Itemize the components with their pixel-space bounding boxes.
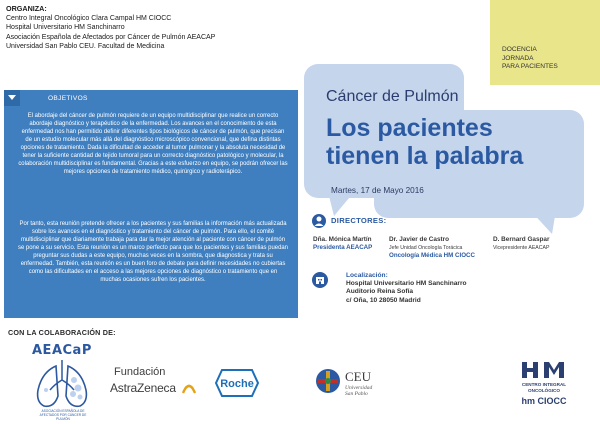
tag-line: DOCENCIA (502, 46, 537, 53)
location-line: Auditorio Reina Sofía (346, 288, 414, 296)
objectives-title: OBJETIVOS (48, 95, 88, 102)
organizer-line: Centro Integral Oncológico Clara Campal HM CIOCC (6, 14, 172, 22)
aeacap-subtitle: ASOCIACIÓN ESPAÑOLA DE AFECTADOS POR CÁNCER DE PULMÓN (39, 409, 87, 421)
roche-hexagon-icon (210, 368, 264, 398)
director-entry (493, 236, 549, 252)
director-unit: Jefe Unidad Oncología Torácica (389, 245, 463, 251)
tag-line: PARA PACIENTES (502, 63, 558, 71)
director-role: Presidenta AEACAP (313, 244, 373, 251)
event-type-tag (490, 0, 600, 85)
ceu-subtitle: San Pablo (345, 391, 368, 398)
organizer-line: Hospital Universitario HM Sanchinarro (6, 24, 125, 32)
objectives-paragraph: El abordaje del cáncer de pulmón requiere de un equipo multidisciplinar que realice un correcto abordaje diagnóstico y terapéutico de la enfermedad. Los avances en el conocimiento de esta enfermedad nos han permitido definir diferentes tipos biológicos de cáncer de pulmón, que precisan de un estudio molecular más allá del diagnóstico microscópico convencional, que defina distintas opciones de tratamiento. Dada la dificultad de acceder al tumor pulmonar y la absoluta necesidad de tener la suficiente cantidad de tejido tumoral para un correcto diagnóstico patológico y molecular, la colaboración multidisciplinar es fundamental. Gracias a este esfuerzo en equipo, se podrán ofrecer las mejores opciones de tratamiento médico, quirúrgico y radioterápico. (18, 113, 288, 176)
director-role: Vicepresidente AEACAP (493, 245, 550, 251)
event-title-line: Los pacientes (326, 114, 493, 142)
organizers-block (6, 4, 296, 52)
director-entry (313, 236, 372, 252)
chevron-down-icon (4, 90, 20, 106)
director-role: Oncología Médica HM CIOCC (389, 252, 475, 259)
director-name: D. Bernard Gaspar (493, 236, 550, 243)
roche-text: Roche (220, 378, 254, 390)
speech-bubble-tail (530, 210, 560, 236)
collaboration-label: CON LA COLABORACIÓN DE: (8, 328, 116, 337)
ceu-emblem-icon (315, 368, 341, 394)
director-entry (389, 236, 475, 260)
organizers-heading: ORGANIZA: (6, 4, 47, 13)
aeacap-logo (22, 340, 102, 420)
building-icon (312, 272, 328, 288)
hm-name: hm CIOCC (521, 396, 567, 406)
location-block (346, 272, 467, 305)
location-line: Hospital Universitario HM Sanchinarro (346, 280, 467, 288)
ceu-logo (315, 366, 405, 408)
event-title (326, 114, 523, 170)
astrazeneca-text: AstraZeneca (110, 381, 176, 395)
organizer-line: Asociación Española de Afectados por Cáncer de Pulmón AEACAP (6, 33, 216, 41)
ceu-name: CEU (345, 369, 371, 384)
person-icon (312, 214, 326, 228)
location-label: Localización: (346, 272, 388, 279)
aeacap-name: AEACaP (32, 343, 92, 358)
event-date: Martes, 17 de Mayo 2016 (331, 186, 424, 195)
event-subtitle: Cáncer de Pulmón (326, 88, 459, 105)
hm-ciocc-logo (496, 360, 592, 416)
hm-subtitle: CENTRO INTEGRAL ONCOLÓGICO (521, 382, 567, 393)
event-title-line: tienen la palabra (326, 142, 524, 170)
director-name: Dña. Mónica Martín (313, 236, 372, 243)
astrazeneca-logo (110, 366, 200, 400)
organizer-line: Universidad San Pablo CEU. Facultad de Medicina (6, 43, 165, 51)
director-name: Dr. Javier de Castro (389, 236, 450, 243)
roche-logo (210, 368, 264, 398)
tag-line: JORNADA (502, 54, 534, 62)
speech-bubble-tail (328, 192, 358, 218)
objectives-paragraph: Por tanto, esta reunión pretende ofrecer a los pacientes y sus familias la información más actualizada sobre los avances en el diagnóstico y tratamiento del cáncer de pulmón. Para ello, el comité multidisciplinar que diariamente trabaja para dar la mejor atención al paciente con cáncer de pulmón se pone a su servicio. Esta reunión es un marco perfecto para que los pacientes y sus familias puedan preguntar sus dudas a este equipo, muchas veces en la sombra, que diagnostica y trata su enfermedad. También, esta reunión es un buen foro de debate para definir necesidades no cubiertas como las dificultades en el acceso a las mejores opciones de diagnóstico o tratamiento que en muchas ocasiones sufren los pacientes. (18, 221, 288, 284)
directors-label: DIRECTORES: (331, 216, 387, 225)
fundacion-text: Fundación (114, 366, 166, 378)
hm-emblem-icon (520, 360, 568, 380)
objectives-box (4, 90, 298, 318)
ceu-subtitle: Universidad (345, 385, 373, 391)
astrazeneca-swirl-icon (180, 378, 198, 396)
location-line: c/ Oña, 10 28050 Madrid (346, 296, 421, 304)
